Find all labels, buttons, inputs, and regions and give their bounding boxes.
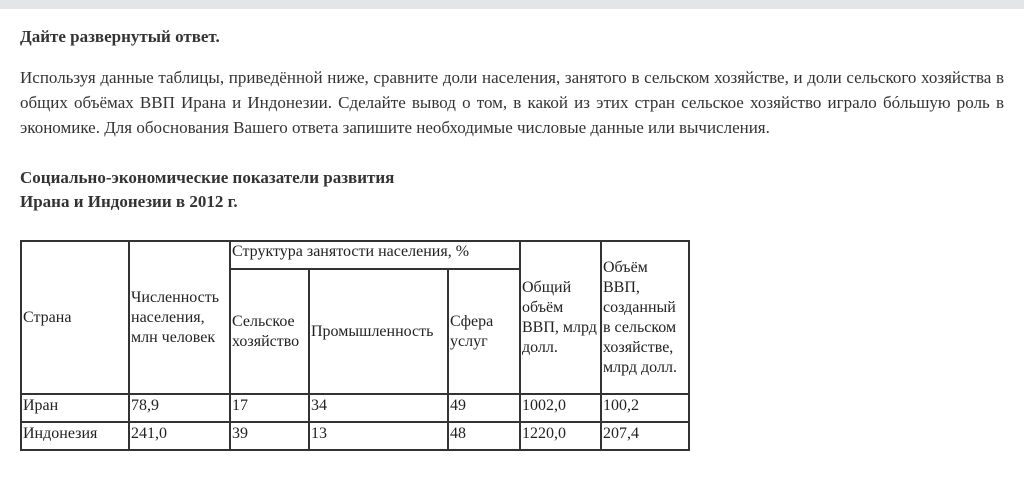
top-bar — [0, 0, 1024, 9]
table-row — [21, 422, 689, 450]
cell-gdp: 1002,0 — [520, 394, 601, 422]
task-title: Дайте развернутый ответ. — [20, 27, 220, 46]
cell-population: 241,0 — [129, 422, 230, 450]
header-row — [21, 241, 689, 269]
cell-agriculture: 17 — [230, 394, 309, 422]
header-industry: Промышленность — [309, 269, 448, 394]
cell-population: 78,9 — [129, 394, 230, 422]
task-text: Используя данные таблицы, приведённой ниже, сравните доли населения, занятого в сельском хозяйстве, и доли сельского хозяйства в общих объёмах ВВП Ирана и Индонезии. Сделайте вывод о том, в какой из этих стран сельское хозяйство играло бóльшую роль в экономике. Для обоснования Вашего ответа запишите необходимые числовые данные или вычисления. — [20, 68, 1004, 137]
cell-agriculture: 39 — [230, 422, 309, 450]
cell-country: Иран — [21, 394, 129, 422]
header-country: Страна — [21, 241, 129, 394]
header-gdp: Общий объём ВВП, млрд долл. — [520, 241, 601, 394]
cell-industry: 34 — [309, 394, 448, 422]
table-title — [20, 166, 394, 214]
cell-services: 49 — [448, 394, 520, 422]
cell-agri-gdp: 100,2 — [601, 394, 689, 422]
cell-country: Индонезия — [21, 422, 129, 450]
table-title-line1: Социально-экономические показатели развития — [20, 168, 395, 187]
data-table — [20, 240, 690, 451]
cell-services: 48 — [448, 422, 520, 450]
cell-industry: 13 — [309, 422, 448, 450]
table-title-line2: Ирана и Индонезии в 2012 г. — [20, 192, 238, 211]
header-population: Численность населения, млн человек — [129, 241, 230, 394]
header-agri-gdp: Объём ВВП, созданный в сельском хозяйстве, млрд долл. — [601, 241, 689, 394]
header-employment: Структура занятости населения, % — [230, 241, 520, 269]
header-agriculture: Сельское хозяйство — [230, 269, 309, 394]
header-services: Сфера услуг — [448, 269, 520, 394]
cell-agri-gdp: 207,4 — [601, 422, 689, 450]
table-row — [21, 394, 689, 422]
cell-gdp: 1220,0 — [520, 422, 601, 450]
